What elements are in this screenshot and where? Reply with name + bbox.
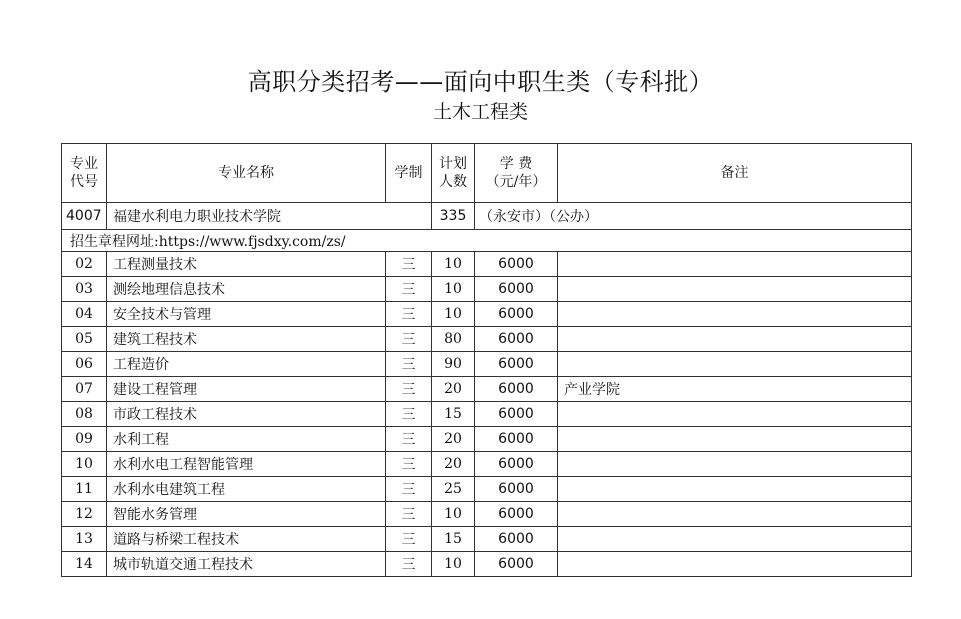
cell-plan: 20 [432,452,475,477]
header-name: 专业名称 [107,144,386,203]
cell-plan: 20 [432,377,475,402]
table-row [62,477,912,502]
header-plan-line2: 人数 [439,174,467,190]
cell-duration: 三 [386,252,432,277]
cell-duration: 三 [386,352,432,377]
cell-plan: 10 [432,277,475,302]
cell-note [558,402,912,427]
school-row [62,203,912,230]
cell-code: 06 [62,352,107,377]
cell-code: 03 [62,277,107,302]
header-plan-line1: 计划 [439,156,467,172]
table-body [62,203,912,577]
cell-note [558,427,912,452]
cell-name: 测绘地理信息技术 [107,277,386,302]
cell-name: 工程测量技术 [107,252,386,277]
header-code [62,144,107,203]
admission-url[interactable]: 招生章程网址:https://www.fjsdxy.com/zs/ [62,230,912,252]
header-fee [475,144,558,203]
cell-fee: 6000 [475,377,558,402]
cell-fee: 6000 [475,302,558,327]
cell-duration: 三 [386,527,432,552]
table-row [62,377,912,402]
cell-plan: 25 [432,477,475,502]
cell-duration: 三 [386,477,432,502]
cell-fee: 6000 [475,502,558,527]
table-row [62,527,912,552]
cell-note [558,327,912,352]
cell-code: 11 [62,477,107,502]
cell-plan: 90 [432,352,475,377]
cell-note [558,477,912,502]
cell-code: 13 [62,527,107,552]
cell-plan: 10 [432,552,475,577]
cell-fee: 6000 [475,527,558,552]
cell-plan: 15 [432,402,475,427]
cell-plan: 10 [432,302,475,327]
cell-note [558,252,912,277]
cell-duration: 三 [386,552,432,577]
table-row [62,327,912,352]
cell-note: 产业学院 [558,377,912,402]
cell-name: 安全技术与管理 [107,302,386,327]
cell-plan: 20 [432,427,475,452]
cell-name: 市政工程技术 [107,402,386,427]
cell-code: 09 [62,427,107,452]
cell-fee: 6000 [475,402,558,427]
cell-note [558,527,912,552]
cell-note [558,277,912,302]
cell-fee: 6000 [475,327,558,352]
table-header [62,144,912,203]
cell-fee: 6000 [475,552,558,577]
cell-fee: 6000 [475,452,558,477]
table-row [62,427,912,452]
cell-name: 道路与桥梁工程技术 [107,527,386,552]
cell-code: 04 [62,302,107,327]
table-row [62,252,912,277]
cell-code: 05 [62,327,107,352]
cell-name: 水利工程 [107,427,386,452]
cell-plan: 10 [432,252,475,277]
cell-duration: 三 [386,277,432,302]
cell-name: 建设工程管理 [107,377,386,402]
header-fee-line2: （元/年） [485,174,547,190]
cell-duration: 三 [386,502,432,527]
cell-duration: 三 [386,452,432,477]
school-plan: 335 [432,203,475,230]
cell-note [558,552,912,577]
school-url-row [62,230,912,252]
header-fee-line1: 学 费 [499,156,533,172]
header-plan [432,144,475,203]
table-row [62,502,912,527]
cell-code: 14 [62,552,107,577]
cell-name: 水利水电建筑工程 [107,477,386,502]
cell-plan: 15 [432,527,475,552]
cell-fee: 6000 [475,252,558,277]
header-code-line1: 专业 [70,156,98,172]
cell-code: 10 [62,452,107,477]
cell-fee: 6000 [475,277,558,302]
cell-fee: 6000 [475,352,558,377]
cell-fee: 6000 [475,427,558,452]
cell-name: 工程造价 [107,352,386,377]
school-location: （永安市）（公办） [475,203,912,230]
cell-duration: 三 [386,377,432,402]
header-note: 备注 [558,144,912,203]
cell-code: 12 [62,502,107,527]
cell-code: 02 [62,252,107,277]
table-row [62,402,912,427]
cell-note [558,302,912,327]
cell-fee: 6000 [475,477,558,502]
enrollment-table [61,143,912,577]
cell-duration: 三 [386,327,432,352]
cell-name: 建筑工程技术 [107,327,386,352]
cell-note [558,452,912,477]
cell-code: 08 [62,402,107,427]
cell-name: 水利水电工程智能管理 [107,452,386,477]
cell-duration: 三 [386,402,432,427]
header-duration: 学制 [386,144,432,203]
cell-code: 07 [62,377,107,402]
table-row [62,452,912,477]
cell-note [558,352,912,377]
table-row [62,552,912,577]
school-name: 福建水利电力职业技术学院 [107,203,432,230]
page-subtitle: 土木工程类 [432,101,528,123]
cell-plan: 80 [432,327,475,352]
table-row [62,302,912,327]
header-code-line2: 代号 [70,174,98,190]
cell-plan: 10 [432,502,475,527]
cell-name: 城市轨道交通工程技术 [107,552,386,577]
cell-note [558,502,912,527]
table-row [62,352,912,377]
page-title: 高职分类招考——面向中职生类（专科批） [247,68,714,96]
cell-name: 智能水务管理 [107,502,386,527]
school-code: 4007 [62,203,107,230]
cell-duration: 三 [386,302,432,327]
table-row [62,277,912,302]
cell-duration: 三 [386,427,432,452]
